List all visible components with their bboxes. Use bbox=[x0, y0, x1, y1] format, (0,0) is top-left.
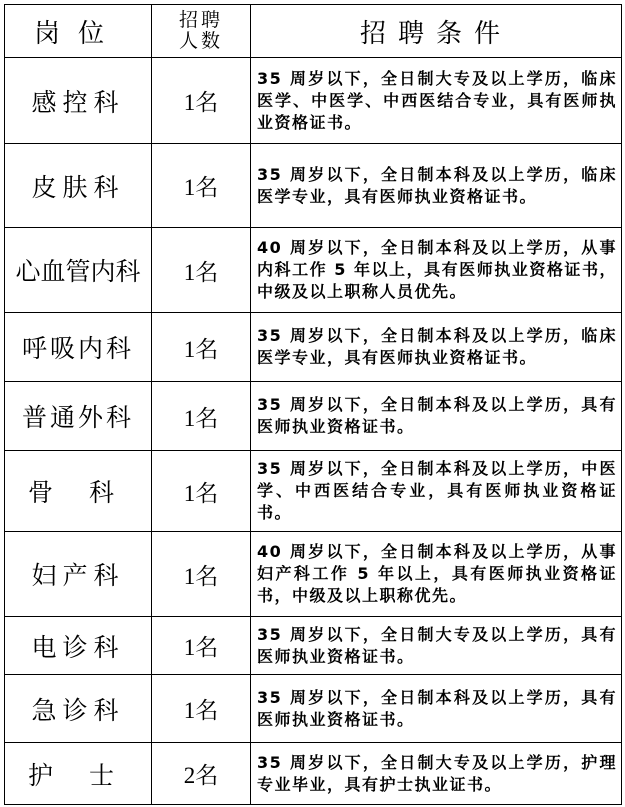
count-cell: 2名 bbox=[152, 743, 251, 805]
post-cell: 感控科 bbox=[5, 58, 152, 144]
post-cell: 急诊科 bbox=[5, 675, 152, 743]
table-row bbox=[5, 617, 622, 675]
conditions-cell: 35 周岁以下，全日制本科及以上学历，中医学、中西医结合专业，具有医师执业资格证书。 bbox=[251, 451, 622, 532]
post-cell: 妇产科 bbox=[5, 532, 152, 617]
conditions-cell: 35 周岁以下，全日制本科及以上学历，具有医师执业资格证书。 bbox=[251, 382, 622, 451]
table-row bbox=[5, 532, 622, 617]
count-cell: 1名 bbox=[152, 532, 251, 617]
post-cell: 普通外科 bbox=[5, 382, 152, 451]
count-cell: 1名 bbox=[152, 58, 251, 144]
table-row bbox=[5, 58, 622, 144]
table-row bbox=[5, 743, 622, 805]
table-row bbox=[5, 382, 622, 451]
conditions-cell: 35 周岁以下，全日制大专及以上学历，临床医学、中医学、中西医结合专业，具有医师执业资格证书。 bbox=[251, 58, 622, 144]
table-row bbox=[5, 144, 622, 228]
conditions-cell: 40 周岁以下，全日制本科及以上学历，从事妇产科工作 5 年以上，具有医师执业资格证书，中级及以上职称优先。 bbox=[251, 532, 622, 617]
post-cell: 呼吸内科 bbox=[5, 313, 152, 382]
count-cell: 1名 bbox=[152, 382, 251, 451]
header-post: 岗位 bbox=[5, 5, 152, 58]
count-cell: 1名 bbox=[152, 617, 251, 675]
count-cell: 1名 bbox=[152, 675, 251, 743]
conditions-cell: 40 周岁以下，全日制本科及以上学历，从事内科工作 5 年以上，具有医师执业资格证书，中级及以上职称人员优先。 bbox=[251, 228, 622, 313]
conditions-cell: 35 周岁以下，全日制本科及以上学历，临床医学专业，具有医师执业资格证书。 bbox=[251, 313, 622, 382]
header-count-line1: 招聘 bbox=[178, 9, 223, 31]
recruitment-table bbox=[4, 4, 622, 805]
post-cell: 皮肤科 bbox=[5, 144, 152, 228]
count-cell: 1名 bbox=[152, 228, 251, 313]
post-cell: 电诊科 bbox=[5, 617, 152, 675]
header-conditions: 招聘条件 bbox=[251, 5, 622, 58]
post-cell: 骨 科 bbox=[5, 451, 152, 532]
conditions-cell: 35 周岁以下，全日制本科及以上学历，具有医师执业资格证书。 bbox=[251, 675, 622, 743]
table-row bbox=[5, 228, 622, 313]
table-row bbox=[5, 313, 622, 382]
count-cell: 1名 bbox=[152, 451, 251, 532]
conditions-cell: 35 周岁以下，全日制大专及以上学历，护理专业毕业，具有护士执业证书。 bbox=[251, 743, 622, 805]
header-count-line2: 人数 bbox=[178, 30, 223, 52]
conditions-cell: 35 周岁以下，全日制本科及以上学历，临床医学专业，具有医师执业资格证书。 bbox=[251, 144, 622, 228]
post-cell: 心血管内科 bbox=[5, 228, 152, 313]
count-cell: 1名 bbox=[152, 313, 251, 382]
table-row bbox=[5, 451, 622, 532]
conditions-cell: 35 周岁以下，全日制大专及以上学历，具有医师执业资格证书。 bbox=[251, 617, 622, 675]
table-row bbox=[5, 675, 622, 743]
post-cell: 护 士 bbox=[5, 743, 152, 805]
count-cell: 1名 bbox=[152, 144, 251, 228]
header-row bbox=[5, 5, 622, 58]
header-count bbox=[152, 5, 251, 58]
